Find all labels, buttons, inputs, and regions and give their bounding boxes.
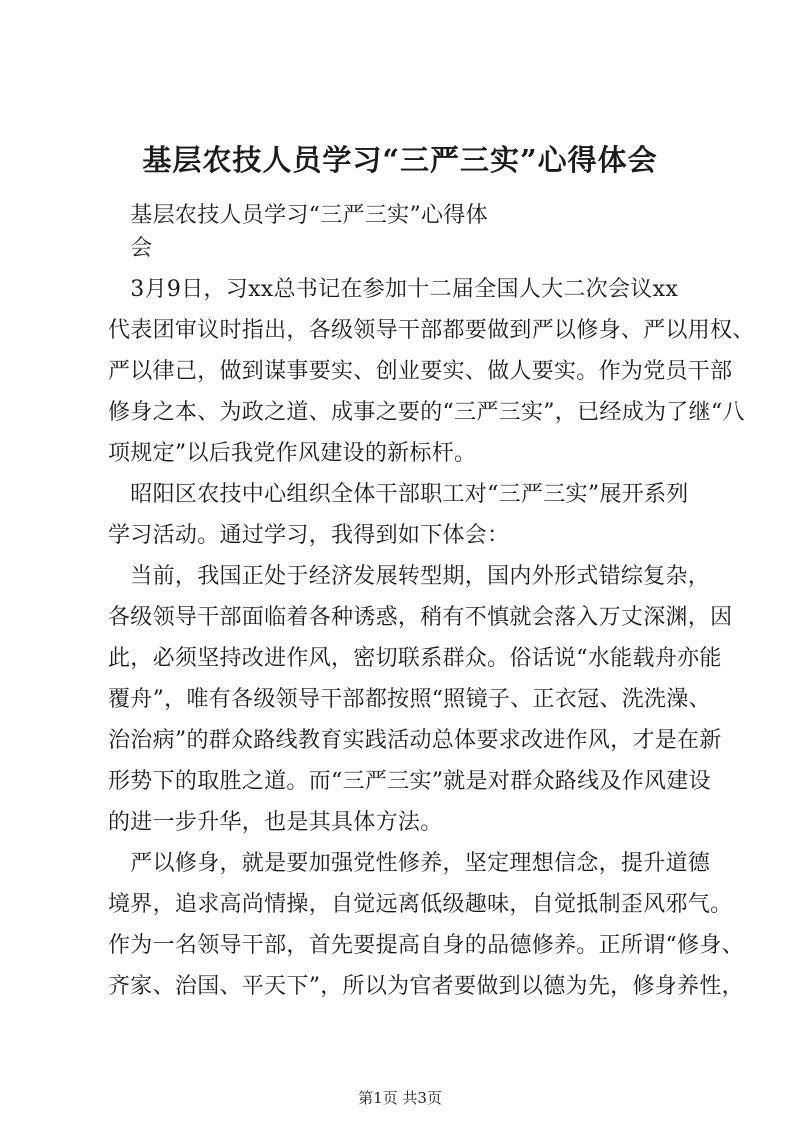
body-line-3: 3月9日，习xx总书记在参加十二届全国人大二次会议xx bbox=[108, 277, 679, 302]
body-line-20: 齐家、治国、平天下”，所以为官者要做到以德为先，修身养性， bbox=[108, 974, 744, 999]
body-line-14: 治治病”的群众路线教育实践活动总体要求改进作风，才是在新 bbox=[108, 728, 722, 753]
body-line-12: 此，必须坚持改进作风，密切联系群众。俗话说“水能载舟亦能 bbox=[108, 646, 722, 671]
body-line-10: 当前，我国正处于经济发展转型期，国内外形式错综复杂， bbox=[108, 564, 711, 589]
body-line-7: 项规定”以后我党作风建设的新标杆。 bbox=[108, 441, 477, 466]
body-line-16: 的进一步升华，也是其具体方法。 bbox=[108, 810, 443, 835]
body-line-5: 严以律己，做到谋事要实、创业要实、做人要实。作为党员干部 bbox=[108, 359, 733, 384]
document-title: 基层农技人员学习“三严三实”心得体会 bbox=[142, 143, 658, 177]
body-line-8: 昭阳区农技中心组织全体干部职工对“三严三实”展开系列 bbox=[108, 482, 689, 507]
body-line-18: 境界，追求高尚情操，自觉远离低级趣味，自觉抵制歪风邪气。 bbox=[108, 892, 733, 917]
body-line-17: 严以修身，就是要加强党性修养，坚定理想信念，提升道德 bbox=[108, 851, 711, 876]
body-line-6: 修身之本、为政之道、成事之要的“三严三实”，已经成为了继“八 bbox=[108, 400, 745, 425]
body-line-9: 学习活动。通过学习，我得到如下体会： bbox=[108, 523, 510, 548]
body-line-15: 形势下的取胜之道。而“三严三实”就是对群众路线及作风建设 bbox=[108, 769, 711, 794]
body-line-19: 作为一名领导干部，首先要提高自身的品德修养。正所谓“修身、 bbox=[108, 933, 744, 958]
body-line-11: 各级领导干部面临着各种诱惑，稍有不慎就会落入万丈深渊，因 bbox=[108, 605, 733, 630]
body-line-2: 会 bbox=[108, 236, 153, 261]
body-line-13: 覆舟”，唯有各级领导干部都按照“照镜子、正衣冠、洗洗澡、 bbox=[108, 687, 711, 712]
body-line-1: 基层农技人员学习“三严三实”心得体 bbox=[108, 203, 488, 228]
body-line-4: 代表团审议时指出，各级领导干部都要做到严以修身、严以用权、 bbox=[108, 318, 755, 343]
page-number-footer: 第1页 共3页 bbox=[358, 1089, 442, 1107]
